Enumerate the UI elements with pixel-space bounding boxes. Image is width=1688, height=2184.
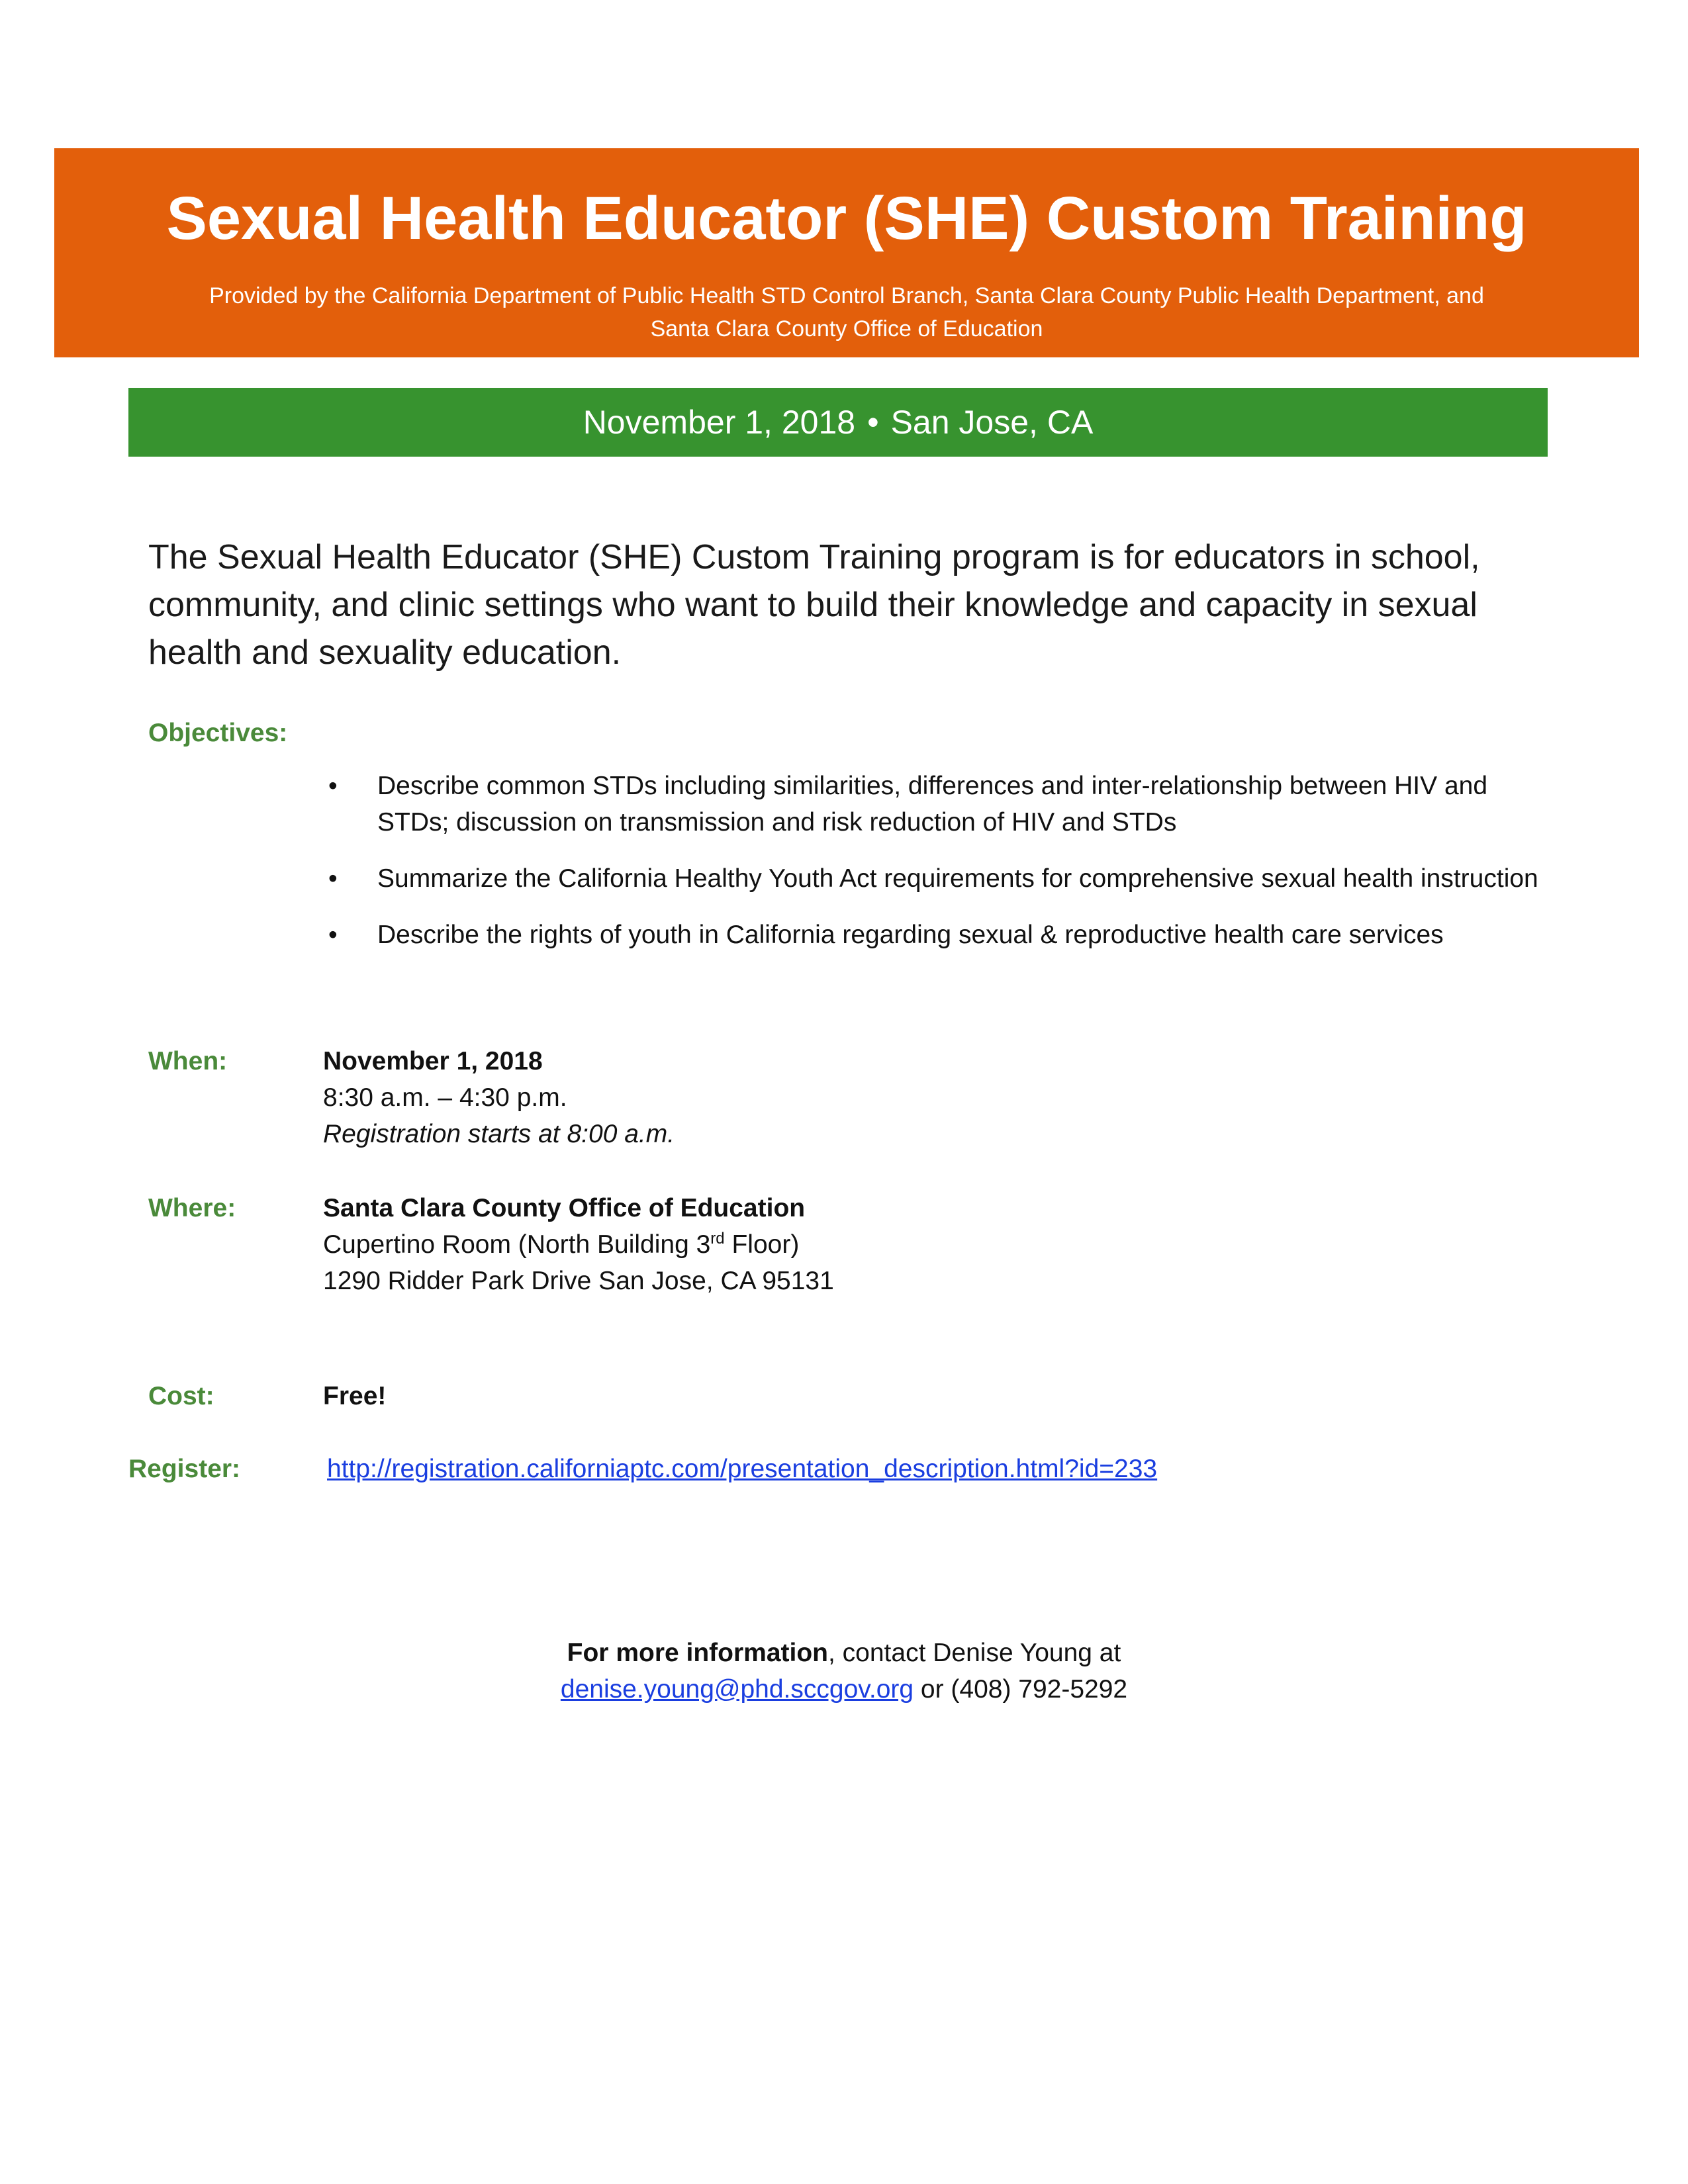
room-prefix: Cupertino Room (North Building 3 [323, 1230, 711, 1259]
registration-note: Registration starts at 8:00 a.m. [323, 1120, 675, 1148]
contact-email-link[interactable]: denise.young@phd.sccgov.org [560, 1675, 914, 1704]
objectives-list [324, 768, 1542, 973]
banner-date: November 1, 2018 [583, 404, 856, 441]
cost-value: Free! [323, 1382, 387, 1410]
venue-name: Santa Clara County Office of Education [323, 1194, 806, 1222]
objective-text: Summarize the California Healthy Youth Act requirements for comprehensive sexual health instruction [377, 864, 1538, 893]
when-details [323, 1043, 675, 1152]
where-label: Where: [148, 1194, 236, 1222]
page-title: Sexual Health Educator (SHE) Custom Training [166, 185, 1527, 252]
header-subtitle-line2: Santa Clara County Office of Education [650, 316, 1043, 341]
banner-location: San Jose, CA [890, 404, 1094, 441]
header-subtitle [147, 279, 1546, 345]
cost-label: Cost: [148, 1382, 214, 1410]
list-item [324, 860, 1542, 897]
where-details [323, 1190, 834, 1299]
event-time: 8:30 a.m. – 4:30 p.m. [323, 1083, 567, 1112]
objectives-label: Objectives: [148, 719, 288, 747]
bullet-icon: • [328, 864, 338, 893]
room-suffix: Floor) [724, 1230, 800, 1259]
contact-lead: For more information [567, 1639, 828, 1667]
venue-address: 1290 Ridder Park Drive San Jose, CA 95131 [323, 1267, 834, 1295]
date-location-banner [128, 388, 1548, 457]
event-date: November 1, 2018 [323, 1047, 543, 1075]
room-ordinal: rd [710, 1230, 725, 1248]
register-label: Register: [128, 1455, 241, 1483]
contact-lead-rest: , contact Denise Young at [828, 1639, 1121, 1667]
contact-phone: or (408) 792-5292 [914, 1675, 1128, 1704]
banner-separator: • [867, 404, 879, 441]
objective-text: Describe common STDs including similarities, differences and inter-relationship between HIV and STDs; discussion on transmission and risk reduction of HIV and STDs [377, 772, 1488, 837]
header-banner [54, 148, 1639, 357]
objective-text: Describe the rights of youth in California regarding sexual & reproductive health care services [377, 921, 1444, 949]
registration-link[interactable]: http://registration.californiaptc.com/presentation_description.html?id=233 [327, 1455, 1158, 1483]
venue-room [323, 1226, 834, 1263]
header-subtitle-line1: Provided by the California Department of Public Health STD Control Branch, Santa Clara County Public Health Department, and [209, 283, 1484, 308]
intro-paragraph: The Sexual Health Educator (SHE) Custom Training program is for educators in school, community, and clinic settings who want to build their knowledge and capacity in sexual health and sexuality education. [148, 538, 1480, 672]
bullet-icon: • [328, 772, 338, 800]
list-item [324, 768, 1542, 841]
when-label: When: [148, 1047, 228, 1075]
contact-info [0, 1635, 1688, 1707]
bullet-icon: • [328, 921, 338, 949]
list-item [324, 917, 1542, 953]
